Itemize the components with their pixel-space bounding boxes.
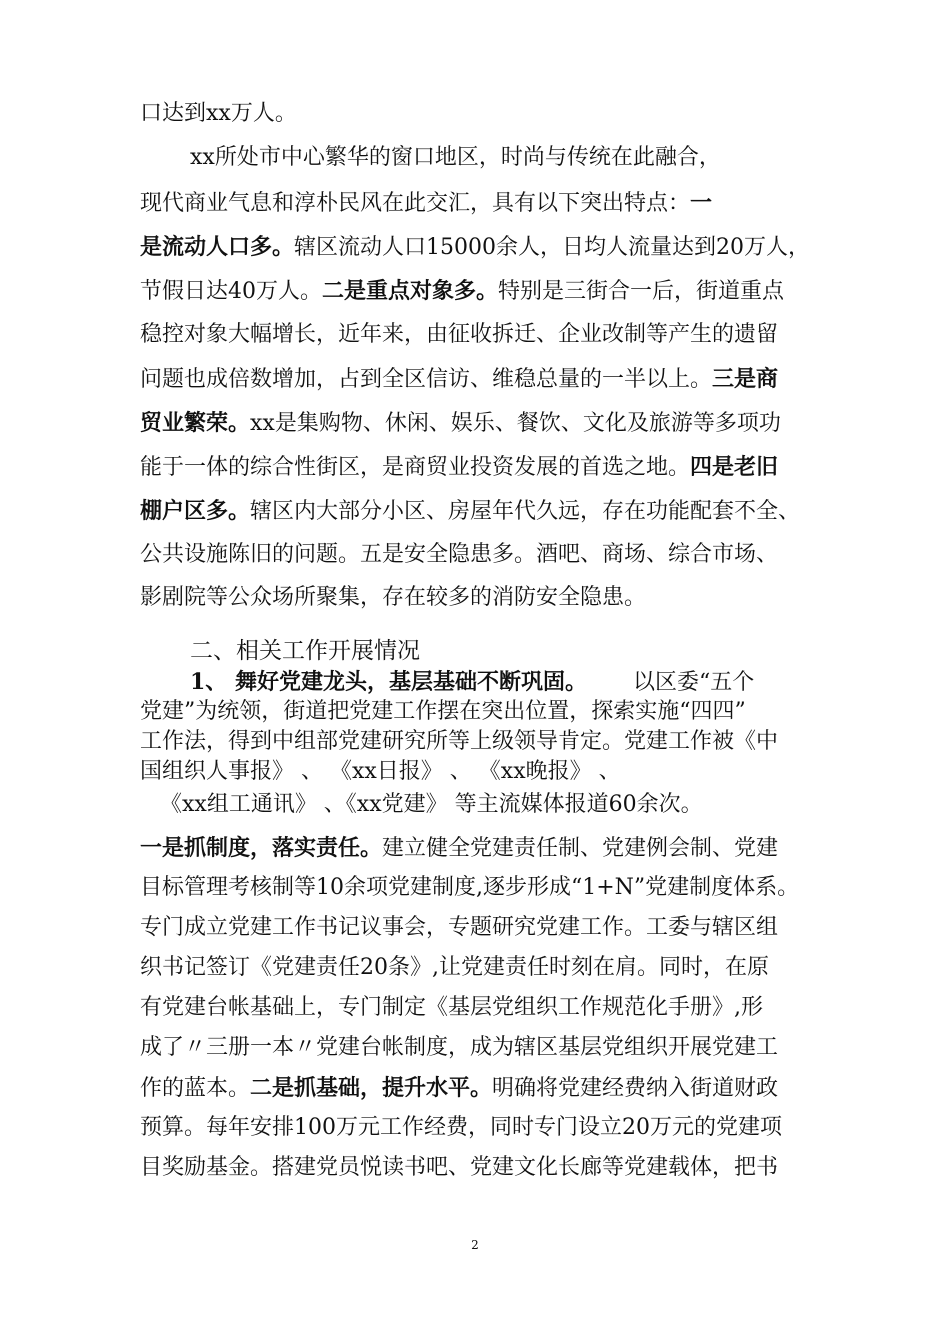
text-run: 预算。每年安排100万元工作经费，同时专门设立20万元的党建项 (140, 1115, 782, 1140)
bold-text-run: 贸业繁荣。 (140, 410, 251, 436)
text-line (140, 727, 778, 757)
text-line (140, 364, 778, 395)
text-run: 国组织人事报》 、 《xx日报》 、 《xx晚报》 、 (140, 759, 621, 784)
text-line (140, 99, 297, 129)
bold-text-run: 二是重点对象多。 (322, 278, 499, 304)
text-run: 以区委“五个 (632, 670, 755, 695)
text-line (140, 953, 769, 983)
bold-text-run: 三是商 (712, 366, 779, 392)
text-run: 现代商业气息和淳朴民风在此交汇，具有以下突出特点： (140, 191, 691, 216)
text-run: 专门成立党建工作书记议事会，专题研究党建工作。工委与辖区组 (140, 915, 779, 940)
text-run: 党建”为统领，街道把党建工作摆在突出位置，探索实施“四四” (140, 699, 746, 724)
bold-text-run: 四是老旧 (690, 454, 779, 480)
text-line (140, 1033, 778, 1063)
text-line (140, 540, 778, 570)
text-run: 有党建台帐基础上，专门制定《基层党组织工作规范化手册》,形 (140, 995, 763, 1020)
text-line (140, 232, 810, 263)
bold-text-run: 棚户区多。 (140, 498, 251, 524)
text-run: 口达到xx万人。 (140, 101, 297, 126)
text-line (140, 833, 778, 864)
text-run: xx所处市中心繁华的窗口地区，时尚与传统在此融合， (190, 145, 721, 170)
text-line (140, 993, 763, 1023)
bold-text-run: 一是抓制度，落实责任。 (140, 835, 383, 861)
subheading-text: 1、 舞好党建龙头，基层基础不断巩固。 (190, 669, 587, 695)
text-line (190, 667, 754, 698)
text-run: 建立健全党建责任制、党建例会制、党建 (382, 836, 779, 861)
text-line (140, 913, 778, 943)
text-line (140, 1073, 778, 1104)
bold-text-run: 是流动人口多。 (140, 234, 295, 260)
text-run: 特别是三街合一后，街道重点 (498, 279, 785, 304)
text-run: 公共设施陈旧的问题。五是安全隐患多。酒吧、商场、综合市场、 (140, 542, 779, 567)
text-run: 织书记签订《党建责任20条》,让党建责任时刻在肩。同时，在原 (140, 955, 769, 980)
text-run: 工作法，得到中组部党建研究所等上级领导肯定。党建工作被《中 (140, 729, 779, 754)
text-run: 成了〃三册一本〃党建台帐制度，成为辖区基层党组织开展党建工 (140, 1035, 779, 1060)
text-run: 目奖励基金。搭建党员悦读书吧、党建文化长廊等党建载体，把书 (140, 1155, 779, 1180)
text-line (140, 320, 778, 350)
text-line (140, 1113, 782, 1143)
text-line (140, 452, 778, 483)
text-line (140, 873, 799, 903)
text-run: 节假日达40万人。 (140, 279, 322, 304)
section-heading (190, 636, 420, 666)
text-run: 影剧院等公众场所聚集，存在较多的消防安全隐患。 (140, 585, 647, 610)
text-run: 《xx组工通讯》 、《xx党建》 等主流媒体报道60余次。 (160, 792, 703, 817)
heading-text: 二、相关工作开展情况 (190, 638, 420, 664)
text-run: 目标管理考核制等10余项党建制度,逐步形成“1+N”党建制度体系。 (140, 875, 800, 900)
bold-text-run: 一 (690, 190, 713, 216)
text-run: xx是集购物、休闲、娱乐、餐饮、文化及旅游等多项功 (250, 411, 781, 436)
text-run: 明确将党建经费纳入街道财政 (492, 1076, 779, 1101)
bold-text-run: 二是抓基础，提升水平。 (250, 1075, 493, 1101)
text-line (140, 276, 784, 307)
page-number: 2 (471, 1238, 479, 1252)
text-run: 稳控对象大幅增长，近年来，由征收拆迁、企业改制等产生的遗留 (140, 322, 779, 347)
text-line (140, 188, 712, 219)
text-run: 辖区流动人口15000余人，日均人流量达到20万人， (294, 235, 810, 260)
text-line (190, 143, 721, 173)
text-line (140, 496, 800, 527)
text-line (140, 697, 746, 727)
text-line (140, 583, 646, 613)
text-line (140, 1153, 778, 1183)
text-run: 问题也成倍数增加，占到全区信访、维稳总量的一半以上。 (140, 367, 713, 392)
text-run: 能于一体的综合性街区，是商贸业投资发展的首选之地。 (140, 455, 691, 480)
text-run: 辖区内大部分小区、房屋年代久远，存在功能配套不全、 (250, 499, 801, 524)
text-line (140, 757, 621, 787)
text-line (140, 408, 781, 439)
text-run: 作的蓝本。 (140, 1076, 251, 1101)
text-line (160, 790, 703, 820)
